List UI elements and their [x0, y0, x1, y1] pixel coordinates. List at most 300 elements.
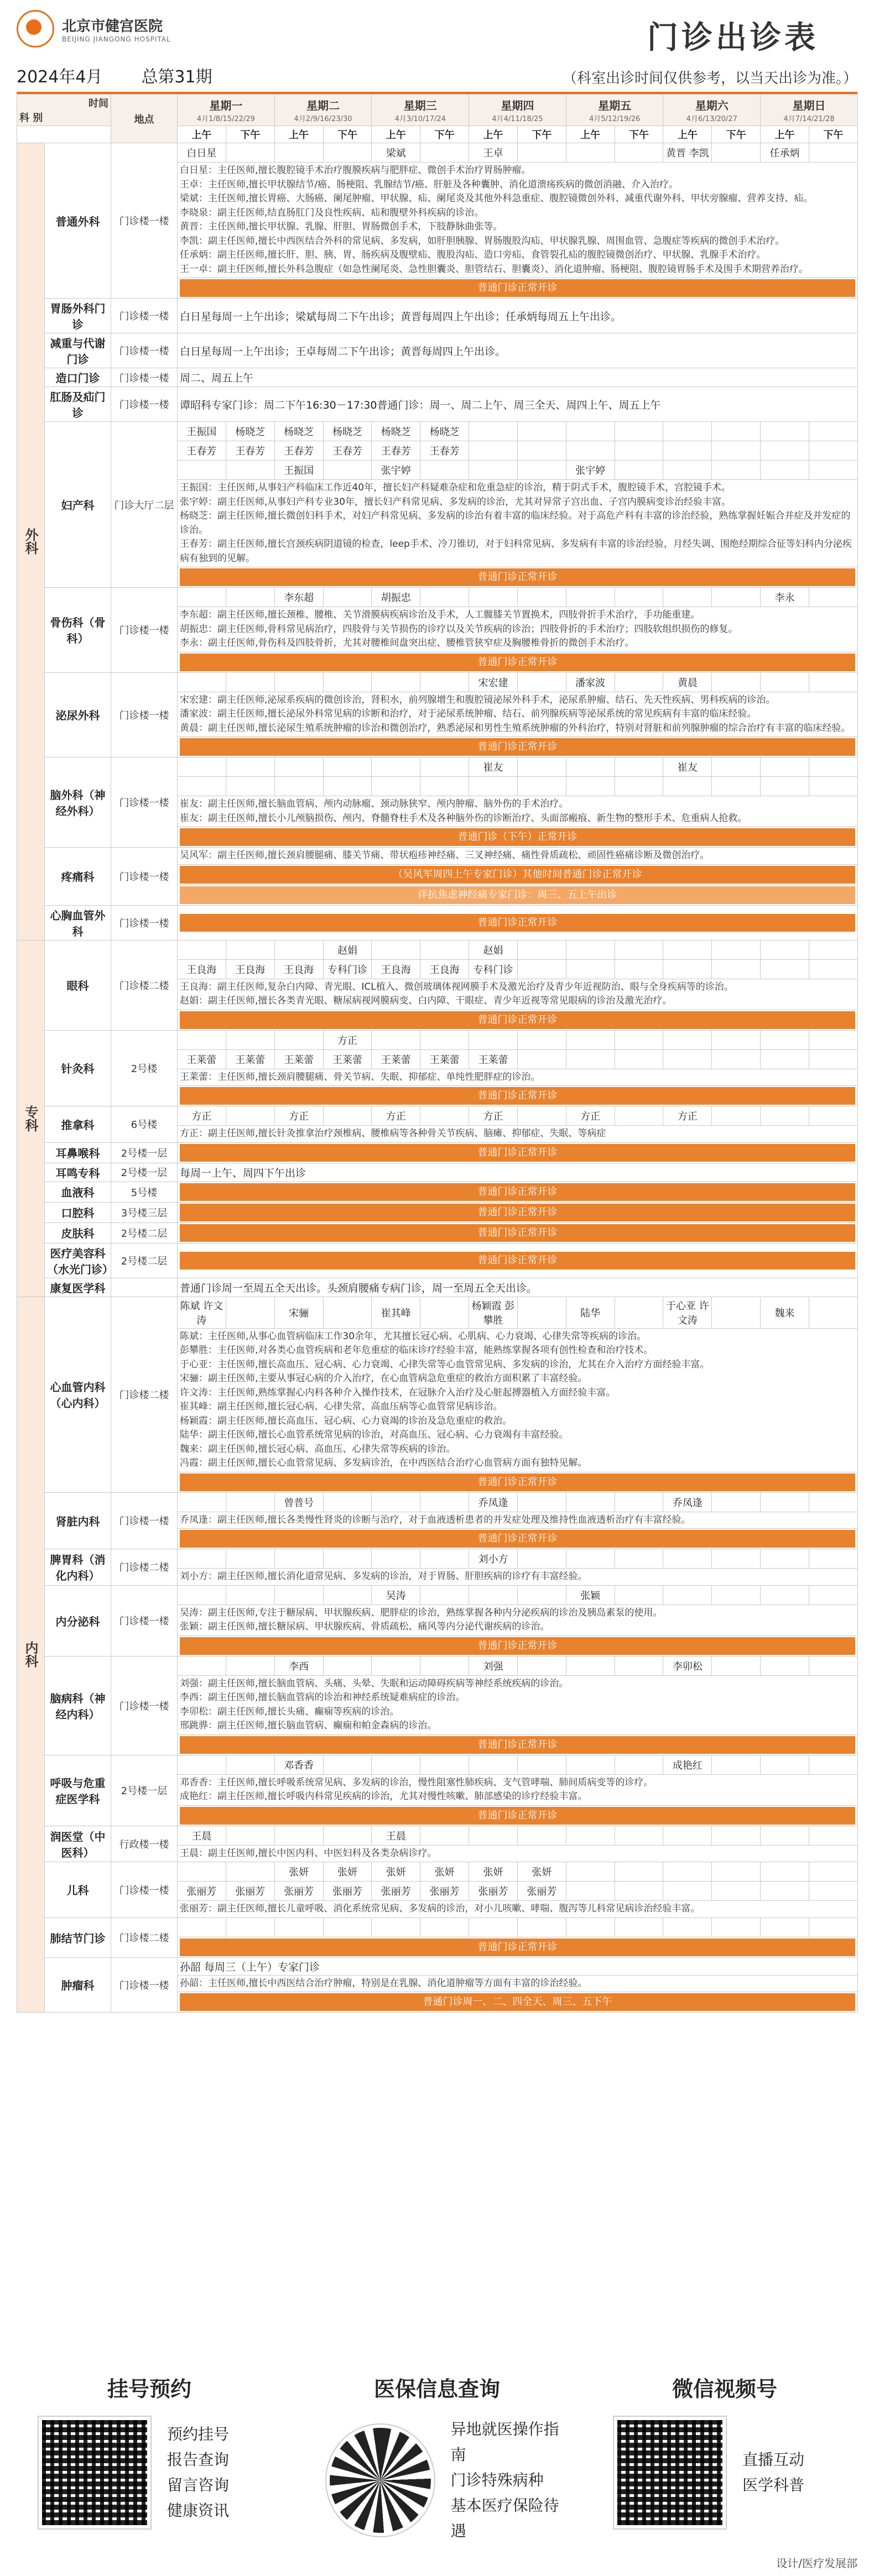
doctor-cell: 王良海	[178, 959, 226, 979]
department-location: 门诊楼一楼	[111, 387, 178, 422]
table-row	[17, 368, 858, 387]
doctor-cell	[761, 1106, 809, 1126]
doctor-cell	[469, 777, 518, 796]
open-status-text: 伴抗焦虑神经痛专家门诊：周三、五上午出诊	[180, 886, 855, 904]
doctor-cell	[712, 1755, 761, 1774]
doctor-cell	[566, 1882, 615, 1901]
doctor-cell: 李东超	[274, 588, 323, 607]
doctor-cell	[372, 1549, 420, 1569]
half-day-am: 上午	[663, 126, 712, 143]
doctor-cell	[663, 588, 712, 607]
appointment-qr-icon[interactable]	[39, 2417, 150, 2528]
schedule-table	[17, 94, 858, 2013]
doctor-cell	[663, 1549, 712, 1569]
doctor-cell	[226, 1297, 274, 1328]
doctor-cell	[323, 1755, 372, 1774]
doctor-cell: 黄晋 李凯	[663, 143, 712, 163]
department-name: 疼痛科	[45, 848, 111, 906]
doctor-cell	[323, 672, 372, 692]
table-row	[17, 1755, 858, 1774]
doctor-cell	[420, 1297, 469, 1328]
hospital-name: 北京市健宫医院	[62, 18, 163, 35]
department-location: 门诊楼一楼	[111, 1492, 178, 1549]
doctor-cell: 张颖	[566, 1585, 615, 1605]
doctor-cell	[178, 940, 226, 959]
doctor-cell	[517, 1585, 566, 1605]
department-name: 康复医学科	[45, 1278, 111, 1297]
department-name: 肿瘤科	[45, 1957, 111, 2013]
doctor-descriptions: 吴风军：副主任医师,擅长颈肩腰腿痛、膝关节痛、带状疱疹神经痛、三叉神经痛、痛性骨质疏松、顽固性癌痛诊断及微创治疗。	[178, 848, 858, 865]
subheader	[17, 55, 857, 94]
schedule-note-text: 白日星每周一上午出诊；王卓每周二下午出诊；黄晋每周四上午出诊。	[178, 333, 858, 368]
doctor-descriptions: 孙韶：主任医师,擅长中西医结合治疗肿瘤，特别是在乳腺、消化道肿瘤等方面有丰富的诊治经验。	[178, 1975, 858, 1992]
half-day-pm: 下午	[420, 126, 469, 143]
day-name: 星期三	[403, 99, 437, 112]
issue-date: 2024年4月	[17, 67, 103, 87]
doctor-cell	[809, 1917, 857, 1937]
doctor-cell	[663, 777, 712, 796]
doctor-cell: 王卓	[469, 143, 518, 163]
department-name: 内分泌科	[45, 1585, 111, 1656]
table-row	[17, 940, 858, 959]
doctor-cell: 胡振忠	[372, 588, 420, 607]
doctor-cell	[809, 959, 857, 979]
doctor-cell: 任承炳	[761, 143, 809, 163]
category-label: 专科	[17, 940, 45, 1297]
doctor-cell	[274, 757, 323, 777]
open-status-band	[178, 1992, 858, 2013]
header-time-label	[17, 95, 111, 126]
department-location: 门诊大厅二层	[111, 422, 178, 588]
doctor-cell: 张丽芳	[323, 1882, 372, 1901]
doctor-cell	[663, 461, 712, 480]
department-name: 肛肠及疝门诊	[45, 387, 111, 422]
department-location	[111, 1278, 178, 1297]
table-row	[17, 1163, 858, 1182]
day-date: 4月7/14/21/28	[783, 115, 835, 123]
doctor-cell	[517, 1826, 566, 1845]
half-day-am: 上午	[566, 126, 615, 143]
doctor-descriptions: 刘强：副主任医师,擅长脑血管病、头痛、头晕、失眠和运动障碍疾病等神经系统疾病的诊治。 李西：副主任医师,擅长脑血管病的诊治和神经系统疑难病症的诊治。 李卯松：副主任医师,擅长头痛、癫痫等疾病的诊治。 邢跳骅：副主任医师,擅长脑血管病、癫痫和帕金森病的诊治。	[178, 1675, 858, 1734]
open-status-band	[178, 1182, 858, 1202]
department-name: 减重与代谢门诊	[45, 333, 111, 368]
doctor-cell	[761, 1049, 809, 1069]
doctor-cell	[517, 1549, 566, 1569]
doctor-cell	[226, 672, 274, 692]
doctor-cell	[566, 422, 615, 441]
doctor-cell	[469, 1755, 518, 1774]
doctor-descriptions: 陈斌：主任医师,从事心血管病临床工作30余年，尤其擅长冠心病、心肌病、心力衰竭、心律失常等疾病的诊治。 彭攀胜：主任医师,对各类心血管疾病和老年危重症的临床诊疗经验丰富，能熟练掌握各项有创性检查和治疗技术。 于心亚：主任医师,擅长高血压、冠心病、心力衰竭、心律失常等心血管常见病、多发病的诊治，尤其在介入治疗方面经验丰富。 宋骊：副主任医师,主要从事冠心病的介入治疗，在心血管病急危重症的救治方面积累了丰富经验。 许文涛：主任医师,熟练掌握心内科各种介入操作技术，在冠脉介入治疗及心脏起搏器植入方面经验丰富。 崔其峰：副主任医师,擅长冠心病、心律失常、高血压病等心血管常见病诊治。 杨颖霞：副主任医师,擅长高血压、冠心病、心力衰竭的诊治及急危重症的救治。 陆华：副主任医师,擅长心血管系统常见病的诊治，对高血压、冠心病、心力衰竭有丰富经验。 魏来：副主任医师,擅长冠心病、高血压、心律失常等疾病的诊治。 冯霞：副主任医师,擅长心血管常见病、多发病诊治，在中西医结合治疗心血管病方面有独特见解。	[178, 1328, 858, 1472]
doctor-cell: 赵娟	[323, 940, 372, 959]
doctor-cell: 黄晨	[663, 672, 712, 692]
insurance-qr-icon[interactable]	[326, 2425, 434, 2536]
doctor-cell	[420, 1755, 469, 1774]
department-location: 3号楼三层	[111, 1202, 178, 1222]
doctor-cell: 专科门诊	[323, 959, 372, 979]
open-status-text: 普通门诊正常开诊	[180, 1637, 855, 1655]
doctor-cell	[517, 959, 566, 979]
doctor-cell	[517, 777, 566, 796]
department-name: 胃肠外科门诊	[45, 299, 111, 333]
schedule-body	[17, 143, 858, 2013]
open-status-band	[178, 864, 858, 885]
doctor-cell: 王春芳	[178, 441, 226, 461]
doctor-cell	[663, 959, 712, 979]
department-location: 门诊楼一楼	[111, 1957, 178, 2013]
table-row	[17, 588, 858, 607]
header-location-label: 地点	[111, 95, 178, 143]
open-status-band	[178, 652, 858, 672]
department-name: 脑病科（神经内科）	[45, 1656, 111, 1755]
doctor-cell	[566, 1862, 615, 1882]
doctor-cell: 张妍	[420, 1862, 469, 1882]
table-row	[17, 1182, 858, 1202]
open-status-band	[178, 737, 858, 757]
doctor-cell	[712, 422, 761, 441]
doctor-cell	[178, 1492, 226, 1512]
open-status-text: 普通门诊正常开诊	[180, 1530, 855, 1548]
footer-item: 医学科普	[742, 2476, 805, 2494]
doctor-cell	[323, 1656, 372, 1675]
doctor-descriptions: 王莱蕾：主任医师,擅长颈肩腰腿痛、骨关节病、失眠、抑郁症、单纯性肥胖症的诊治。	[178, 1069, 858, 1086]
doctor-cell	[615, 1917, 663, 1937]
doctor-cell	[420, 1492, 469, 1512]
doctor-cell: 乔凤逢	[663, 1492, 712, 1512]
doctor-cell	[566, 1656, 615, 1675]
open-status-text: 普通门诊正常开诊	[180, 914, 855, 932]
department-location: 2号楼一层	[111, 1755, 178, 1826]
open-status-text: 普通门诊正常开诊	[180, 738, 855, 756]
schedule-note-text: 孙韶 每周三（上午）专家门诊	[178, 1957, 858, 1975]
doctor-cell: 王振国	[274, 461, 323, 480]
doctor-cell	[663, 441, 712, 461]
day-name: 星期日	[792, 99, 826, 112]
doctor-cell: 成艳红	[663, 1755, 712, 1774]
doctor-cell	[226, 1917, 274, 1937]
open-status-band	[178, 1010, 858, 1030]
doctor-cell	[226, 143, 274, 163]
doctor-cell	[420, 461, 469, 480]
doctor-cell	[517, 1656, 566, 1675]
doctor-cell	[517, 588, 566, 607]
doctor-descriptions: 李东超：副主任医师,擅长颈椎、腰椎、关节滑膜病疾病诊治及手术，人工髋膝关节置换术，四肢骨折手术治疗，手功能重建。 胡振忠：副主任医师,骨科常见病治疗，四肢骨与关节损伤的诊疗以及关节疾病的诊治；四肢骨折的手术治疗；四肢软组织损伤的修复。 李永：副主任医师,骨伤科及四肢骨折，尤其对腰椎间盘突出症、腰椎管狭窄症及胸腰椎骨折的微创手术治疗。	[178, 607, 858, 652]
doctor-cell	[809, 1656, 857, 1675]
doctor-cell: 王良海	[274, 959, 323, 979]
doctor-cell	[323, 461, 372, 480]
doctor-cell	[517, 1297, 566, 1328]
open-status-text: 普通门诊正常开诊	[180, 1224, 855, 1242]
department-location: 2号楼	[111, 1030, 178, 1106]
department-name: 普通外科	[45, 143, 111, 299]
doctor-cell	[274, 1030, 323, 1049]
table-row	[17, 1549, 858, 1569]
doctor-cell	[809, 1585, 857, 1605]
open-status-band	[178, 827, 858, 848]
open-status-band	[178, 1086, 858, 1106]
doctor-cell	[372, 757, 420, 777]
open-status-text: 普通门诊正常开诊	[180, 654, 855, 671]
half-day-pm: 下午	[323, 126, 372, 143]
doctor-cell: 张丽芳	[372, 1882, 420, 1901]
doctor-cell: 张丽芳	[178, 1882, 226, 1901]
doctor-cell	[420, 1106, 469, 1126]
schedule-note-text: 普通门诊周一至周五全天出诊。头颈肩腰痛专病门诊，周一至周五全天出诊。	[178, 1278, 858, 1297]
day-name: 星期四	[501, 99, 534, 112]
doctor-cell: 张妍	[517, 1862, 566, 1882]
doctor-cell	[809, 1882, 857, 1901]
doctor-cell	[274, 1549, 323, 1569]
department-location: 门诊楼二楼	[111, 940, 178, 1030]
open-status-text: 普通门诊正常开诊	[180, 1736, 855, 1754]
doctor-cell	[809, 757, 857, 777]
table-row	[17, 905, 858, 940]
open-status-text: 普通门诊正常开诊	[180, 1252, 855, 1269]
department-location: 门诊楼二楼	[111, 1917, 178, 1957]
doctor-cell: 邓香香	[274, 1755, 323, 1774]
doctor-cell	[178, 1549, 226, 1569]
table-row	[17, 143, 858, 163]
doctor-cell	[761, 959, 809, 979]
doctor-cell	[615, 672, 663, 692]
doctor-cell: 方正	[566, 1106, 615, 1126]
doctor-cell	[178, 777, 226, 796]
doctor-cell	[420, 588, 469, 607]
doctor-cell	[178, 672, 226, 692]
doctor-descriptions: 王良海：副主任医师,复杂白内障、青光眼、ICL植入、微创玻璃体视网膜手术及激光治疗及青少年近视防治、眼与全身疾病等的诊治。 赵娟：副主任医师,擅长各类青光眼、糖尿病视网膜病变、白内障、干眼症、青少年近视等常见眼病的诊治及激光治疗。	[178, 979, 858, 1010]
doctor-descriptions: 宋宏建：副主任医师,泌尿系疾病的微创诊治，肾积水，前列腺增生和腹腔镜泌尿外科手术，泌尿系肿瘤、结石、先天性疾病、男科疾病的诊治。 潘家波：副主任医师,擅长泌尿外科常见病的诊断和治疗，对于泌尿系统肿瘤、结石、前列腺疾病等泌尿系统的常见疾病有丰富的临床经验。 黄晨：副主任医师,擅长泌尿生殖系统肿瘤的诊治和微创治疗，熟悉泌尿和男性生殖系统肿瘤的外科治疗，特别对肾脏和前列腺肿瘤的综合治疗有丰富的临床经验。	[178, 692, 858, 737]
doctor-cell	[420, 1656, 469, 1675]
half-day-pm: 下午	[615, 126, 663, 143]
doctor-cell	[712, 940, 761, 959]
doctor-cell	[712, 1656, 761, 1675]
doctor-cell	[809, 1862, 857, 1882]
department-name: 医疗美容科（水光门诊）	[45, 1243, 111, 1278]
doctor-cell	[663, 940, 712, 959]
half-day-pm: 下午	[517, 126, 566, 143]
doctor-cell	[420, 1585, 469, 1605]
doctor-cell	[712, 1826, 761, 1845]
doctor-cell: 崔其峰	[372, 1297, 420, 1328]
day-header	[274, 95, 372, 126]
table-row	[17, 1030, 858, 1049]
doctor-cell	[517, 1755, 566, 1774]
footer-item: 门诊特殊病种	[450, 2471, 544, 2489]
doctor-cell	[761, 777, 809, 796]
doctor-cell	[566, 777, 615, 796]
department-name: 针灸科	[45, 1030, 111, 1106]
page-title: 门诊出诊表	[647, 20, 819, 56]
department-location: 门诊楼一楼	[111, 905, 178, 940]
doctor-cell	[566, 959, 615, 979]
open-status-text: 普通门诊正常开诊	[180, 1204, 855, 1221]
department-name: 血液科	[45, 1182, 111, 1202]
doctor-cell: 张宇婷	[372, 461, 420, 480]
doctor-cell	[323, 143, 372, 163]
doctor-cell: 梁斌	[372, 143, 420, 163]
open-status-band	[178, 1202, 858, 1222]
doctor-cell	[761, 461, 809, 480]
doctor-cell	[226, 588, 274, 607]
doctor-cell	[566, 1492, 615, 1512]
doctor-cell	[517, 1492, 566, 1512]
doctor-cell	[761, 1826, 809, 1845]
doctor-cell	[566, 441, 615, 461]
doctor-cell: 王莱蕾	[469, 1049, 518, 1069]
department-location: 2号楼二层	[111, 1222, 178, 1243]
doctor-cell	[226, 1755, 274, 1774]
doctor-cell: 王莱蕾	[372, 1049, 420, 1069]
doctor-cell	[712, 959, 761, 979]
doctor-cell: 王春芳	[274, 441, 323, 461]
doctor-cell	[274, 940, 323, 959]
doctor-cell	[178, 1030, 226, 1049]
day-name: 星期五	[598, 99, 632, 112]
doctor-cell	[372, 1755, 420, 1774]
department-name: 肺结节门诊	[45, 1917, 111, 1957]
doctor-cell	[663, 422, 712, 441]
doctor-cell	[712, 672, 761, 692]
doctor-cell: 王良海	[226, 959, 274, 979]
doctor-descriptions: 王晨：副主任医师,擅长中医内科、中医妇科及各类杂病诊疗。	[178, 1845, 858, 1862]
department-name: 皮肤科	[45, 1222, 111, 1243]
doctor-cell	[178, 461, 226, 480]
header	[17, 0, 857, 55]
table-row	[17, 1917, 858, 1937]
footer	[17, 2372, 857, 2549]
doctor-cell	[226, 940, 274, 959]
doctor-cell	[226, 1862, 274, 1882]
doctor-cell	[809, 441, 857, 461]
wechat-qr-icon[interactable]	[614, 2417, 726, 2528]
doctor-cell	[469, 441, 518, 461]
doctor-cell	[615, 1882, 663, 1901]
doctor-cell	[178, 1862, 226, 1882]
half-day-pm: 下午	[226, 126, 274, 143]
doctor-cell	[712, 1862, 761, 1882]
doctor-cell: 刘小方	[469, 1549, 518, 1569]
doctor-cell	[469, 422, 518, 441]
doctor-cell	[809, 940, 857, 959]
doctor-cell	[615, 1030, 663, 1049]
doctor-cell	[420, 672, 469, 692]
doctor-cell	[761, 441, 809, 461]
doctor-cell	[469, 1826, 518, 1845]
doctor-cell: 白日星	[178, 143, 226, 163]
day-date: 4月1/8/15/22/29	[196, 115, 255, 123]
table-row	[17, 1862, 858, 1882]
doctor-cell	[761, 672, 809, 692]
table-row	[17, 1142, 858, 1163]
footer-item: 基本医疗保险待遇	[450, 2496, 559, 2540]
doctor-cell	[663, 1585, 712, 1605]
doctor-cell	[809, 1549, 857, 1569]
day-name: 星期六	[695, 99, 729, 112]
doctor-cell	[712, 1585, 761, 1605]
day-name: 星期二	[306, 99, 340, 112]
doctor-cell	[372, 1030, 420, 1049]
table-row	[17, 1222, 858, 1243]
doctor-cell	[420, 143, 469, 163]
doctor-cell	[712, 441, 761, 461]
department-name: 呼吸与危重症医学科	[45, 1755, 111, 1826]
doctor-cell: 王莱蕾	[226, 1049, 274, 1069]
doctor-cell	[469, 1585, 518, 1605]
open-status-text: 普通门诊正常开诊	[180, 1807, 855, 1825]
open-status-text: 普通门诊正常开诊	[180, 1938, 855, 1956]
doctor-cell: 李永	[761, 588, 809, 607]
day-date: 4月5/12/19/26	[589, 115, 641, 123]
table-row	[17, 1585, 858, 1605]
doctor-cell	[517, 422, 566, 441]
doctor-cell	[615, 1549, 663, 1569]
footer-wechat	[592, 2372, 857, 2528]
half-day-am: 上午	[469, 126, 518, 143]
table-row	[17, 422, 858, 441]
open-status-band	[178, 1805, 858, 1826]
footer-item: 健康资讯	[167, 2501, 230, 2520]
doctor-cell: 赵娟	[469, 940, 518, 959]
schedule-note-text: 谭昭科专家门诊：周二下午16:30－17:30普通门诊：周一、周二上午、周三全天、周四上午、周五上午	[178, 387, 858, 422]
table-row	[17, 1243, 858, 1278]
doctor-cell	[323, 777, 372, 796]
half-day-am: 上午	[761, 126, 809, 143]
doctor-descriptions: 白日星：主任医师,擅长腹腔镜手术治疗腹膜疾病与肥胖症、微创手术治疗胃肠肿瘤。 王卓：主任医师,擅长甲状腺结节/癌、肠梗阻、乳腺结节/癌、肝脏及各种囊肿、消化道溃疡疾病的微创消融、介入治疗。 梁斌：主任医师,擅长胃癌、大肠癌、阑尾肿瘤、甲状腺、疝、阑尾炎及其他外科急重症、腹腔镜微创外科、减重代谢外科、甲状旁腺瘤、营养支持、疝。 李晓泉：副主任医师,结直肠肛门及良性疾病、疝和腹壁外科疾病的诊治。 黄晋：主任医师,擅长甲状腺、乳腺、肝胆、胃肠微创手术，下肢静脉曲张等。 李凯：副主任医师,擅长中西医结合外科的常见病、多发病，如肝胆胰腺、胃肠腹股沟疝、甲状腺乳腺、周围血管、急腹症等疾病的微创手术治疗。 任承炳：副主任医师,擅长肝、胆、胰、胃、肠疾病及腹壁疝、腹股沟疝、造口旁疝、食管裂孔疝的腹腔镜微创治疗、甲状腺、乳腺手术治疗。 王一卓：副主任医师,擅长外科急腹症（如急性阑尾炎、急性胆囊炎、胆管结石、胆囊炎）、消化道肿瘤、肠梗阻、腹腔镜胃肠手术及围手术期营养治疗。	[178, 163, 858, 278]
doctor-cell	[712, 1549, 761, 1569]
doctor-cell	[712, 1917, 761, 1937]
doctor-cell: 王晨	[178, 1826, 226, 1845]
doctor-cell	[809, 461, 857, 480]
day-date: 4月2/9/16/23/30	[294, 115, 352, 123]
doctor-cell: 刘强	[469, 1656, 518, 1675]
open-status-text: 普通门诊正常开诊	[180, 279, 855, 297]
doctor-cell	[226, 1585, 274, 1605]
department-location: 5号楼	[111, 1182, 178, 1202]
doctor-cell	[663, 1030, 712, 1049]
open-status-text: 普通门诊正常开诊	[180, 1087, 855, 1105]
doctor-cell: 张妍	[323, 1862, 372, 1882]
doctor-cell	[712, 1030, 761, 1049]
day-header	[372, 95, 469, 126]
table-row	[17, 1826, 858, 1845]
time-label: 时间	[89, 98, 108, 109]
doctor-cell	[323, 588, 372, 607]
doctor-cell	[712, 1297, 761, 1328]
doctor-cell	[226, 777, 274, 796]
doctor-cell	[517, 1049, 566, 1069]
table-row	[17, 1106, 858, 1126]
half-day-am: 上午	[274, 126, 323, 143]
doctor-cell	[712, 757, 761, 777]
doctor-cell	[226, 1492, 274, 1512]
table-header-days	[17, 95, 858, 126]
doctor-cell: 王振国	[178, 422, 226, 441]
doctor-cell: 陈斌 许文涛	[178, 1297, 226, 1328]
schedule-note-text: 周二、周五上午	[178, 368, 858, 387]
category-label: 外科	[17, 143, 45, 940]
doctor-cell: 张妍	[469, 1862, 518, 1882]
department-name: 口腔科	[45, 1202, 111, 1222]
doctor-cell: 王莱蕾	[420, 1049, 469, 1069]
doctor-cell	[372, 1492, 420, 1512]
doctor-cell	[615, 422, 663, 441]
doctor-cell	[323, 757, 372, 777]
doctor-cell	[615, 1049, 663, 1069]
department-location: 门诊楼一楼	[111, 848, 178, 906]
department-location: 2号楼一层	[111, 1142, 178, 1163]
doctor-cell	[761, 1882, 809, 1901]
open-status-band	[178, 1222, 858, 1243]
doctor-cell	[663, 1917, 712, 1937]
